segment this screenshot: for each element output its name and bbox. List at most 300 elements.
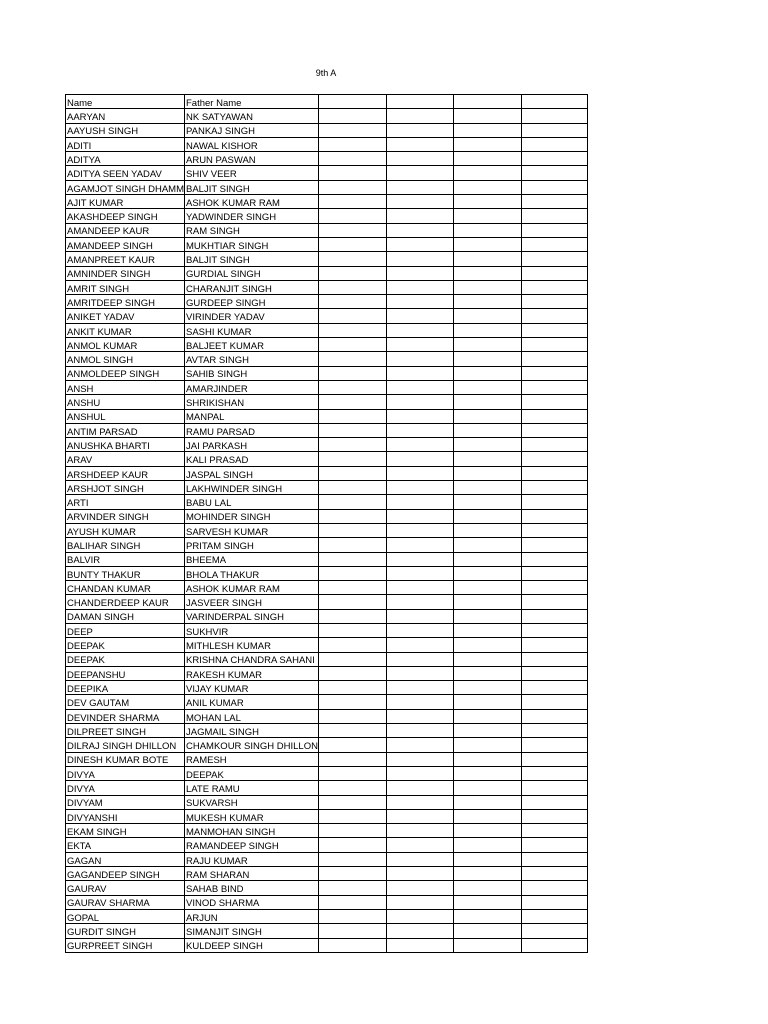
father-name-cell: AMARJINDER bbox=[185, 380, 319, 394]
father-name-cell: SUKVARSH bbox=[185, 795, 319, 809]
empty-cell bbox=[453, 380, 521, 394]
empty-cell bbox=[386, 752, 453, 766]
student-name-cell: ANMOL SINGH bbox=[66, 352, 185, 366]
empty-cell bbox=[386, 652, 453, 666]
empty-cell bbox=[386, 867, 453, 881]
empty-cell bbox=[453, 395, 521, 409]
empty-cell bbox=[453, 252, 521, 266]
empty-cell bbox=[318, 752, 386, 766]
table-row bbox=[66, 538, 588, 552]
empty-cell bbox=[318, 137, 386, 151]
table-row bbox=[66, 180, 588, 194]
empty-cell bbox=[318, 466, 386, 480]
empty-cell bbox=[318, 881, 386, 895]
father-name-cell: ARUN PASWAN bbox=[185, 152, 319, 166]
father-name-cell: JASPAL SINGH bbox=[185, 466, 319, 480]
table-row bbox=[66, 938, 588, 952]
student-name-cell: ANUSHKA BHARTI bbox=[66, 438, 185, 452]
empty-cell bbox=[453, 666, 521, 680]
father-name-cell: NAWAL KISHOR bbox=[185, 137, 319, 151]
table-row bbox=[66, 824, 588, 838]
father-name-cell: KALI PRASAD bbox=[185, 452, 319, 466]
empty-cell bbox=[386, 481, 453, 495]
father-name-cell: RAM SINGH bbox=[185, 223, 319, 237]
student-name-cell: AKASHDEEP SINGH bbox=[66, 209, 185, 223]
empty-cell bbox=[521, 795, 587, 809]
empty-cell bbox=[453, 137, 521, 151]
table-row bbox=[66, 652, 588, 666]
empty-cell bbox=[318, 623, 386, 637]
empty-cell bbox=[386, 766, 453, 780]
empty-cell bbox=[521, 366, 587, 380]
father-name-cell: PRITAM SINGH bbox=[185, 538, 319, 552]
table-row bbox=[66, 109, 588, 123]
father-name-cell: JASVEER SINGH bbox=[185, 595, 319, 609]
empty-cell bbox=[453, 781, 521, 795]
father-name-cell: RAMU PARSAD bbox=[185, 423, 319, 437]
father-name-cell: SHRIKISHAN bbox=[185, 395, 319, 409]
empty-cell bbox=[453, 409, 521, 423]
empty-cell bbox=[453, 938, 521, 952]
empty-cell bbox=[521, 724, 587, 738]
student-name-cell: AMNINDER SINGH bbox=[66, 266, 185, 280]
father-name-cell: MOHINDER SINGH bbox=[185, 509, 319, 523]
empty-cell bbox=[453, 495, 521, 509]
empty-cell bbox=[318, 509, 386, 523]
student-name-cell: GAURAV SHARMA bbox=[66, 895, 185, 909]
empty-cell bbox=[453, 195, 521, 209]
table-row bbox=[66, 638, 588, 652]
empty-cell bbox=[386, 695, 453, 709]
empty-cell bbox=[318, 566, 386, 580]
father-name-cell: GURDIAL SINGH bbox=[185, 266, 319, 280]
empty-cell bbox=[386, 366, 453, 380]
table-row bbox=[66, 280, 588, 294]
student-name-cell: BUNTY THAKUR bbox=[66, 566, 185, 580]
student-name-cell: CHANDAN KUMAR bbox=[66, 581, 185, 595]
empty-cell bbox=[521, 867, 587, 881]
student-name-cell: AMRITDEEP SINGH bbox=[66, 295, 185, 309]
empty-cell bbox=[386, 223, 453, 237]
empty-cell bbox=[453, 809, 521, 823]
empty-cell bbox=[318, 909, 386, 923]
table-row bbox=[66, 581, 588, 595]
table-row bbox=[66, 137, 588, 151]
empty-cell bbox=[453, 481, 521, 495]
empty-cell bbox=[521, 738, 587, 752]
student-name-cell: AJIT KUMAR bbox=[66, 195, 185, 209]
student-table bbox=[65, 94, 588, 953]
empty-cell bbox=[318, 423, 386, 437]
table-row bbox=[66, 266, 588, 280]
table-row bbox=[66, 366, 588, 380]
empty-cell bbox=[318, 724, 386, 738]
table-row bbox=[66, 681, 588, 695]
table-row bbox=[66, 709, 588, 723]
student-name-cell: DAMAN SINGH bbox=[66, 609, 185, 623]
empty-cell bbox=[521, 166, 587, 180]
table-row bbox=[66, 395, 588, 409]
table-row bbox=[66, 409, 588, 423]
table-row bbox=[66, 123, 588, 137]
empty-cell bbox=[453, 566, 521, 580]
empty-cell bbox=[453, 538, 521, 552]
student-name-cell: ANKIT KUMAR bbox=[66, 323, 185, 337]
student-name-cell: AARYAN bbox=[66, 109, 185, 123]
empty-cell bbox=[453, 867, 521, 881]
student-name-cell: ANTIM PARSAD bbox=[66, 423, 185, 437]
empty-cell bbox=[453, 352, 521, 366]
student-name-cell: AMANPREET KAUR bbox=[66, 252, 185, 266]
empty-cell bbox=[318, 895, 386, 909]
empty-cell bbox=[453, 852, 521, 866]
empty-cell bbox=[453, 152, 521, 166]
student-name-cell: ARVINDER SINGH bbox=[66, 509, 185, 523]
empty-cell bbox=[521, 523, 587, 537]
empty-cell bbox=[318, 295, 386, 309]
empty-cell bbox=[386, 395, 453, 409]
table-row bbox=[66, 595, 588, 609]
empty-cell bbox=[453, 509, 521, 523]
father-name-cell: GURDEEP SINGH bbox=[185, 295, 319, 309]
father-name-cell: CHAMKOUR SINGH DHILLON bbox=[185, 738, 319, 752]
father-name-cell: MUKHTIAR SINGH bbox=[185, 237, 319, 251]
empty-cell bbox=[386, 623, 453, 637]
empty-cell bbox=[386, 824, 453, 838]
empty-cell bbox=[453, 724, 521, 738]
father-name-cell: RAM SHARAN bbox=[185, 867, 319, 881]
father-name-cell: SIMANJIT SINGH bbox=[185, 924, 319, 938]
empty-cell bbox=[521, 95, 587, 109]
father-name-cell: ASHOK KUMAR RAM bbox=[185, 195, 319, 209]
empty-cell bbox=[521, 709, 587, 723]
empty-cell bbox=[386, 881, 453, 895]
empty-cell bbox=[318, 409, 386, 423]
table-row bbox=[66, 881, 588, 895]
student-name-cell: GAGANDEEP SINGH bbox=[66, 867, 185, 881]
table-row bbox=[66, 309, 588, 323]
father-name-cell: SASHI KUMAR bbox=[185, 323, 319, 337]
father-name-cell: VINOD SHARMA bbox=[185, 895, 319, 909]
empty-cell bbox=[521, 338, 587, 352]
student-name-cell: DILPREET SINGH bbox=[66, 724, 185, 738]
empty-cell bbox=[386, 309, 453, 323]
table-row bbox=[66, 566, 588, 580]
empty-cell bbox=[453, 438, 521, 452]
student-name-cell: ANIKET YADAV bbox=[66, 309, 185, 323]
student-name-cell: CHANDERDEEP KAUR bbox=[66, 595, 185, 609]
empty-cell bbox=[453, 95, 521, 109]
empty-cell bbox=[318, 738, 386, 752]
empty-cell bbox=[453, 123, 521, 137]
empty-cell bbox=[521, 266, 587, 280]
empty-cell bbox=[318, 924, 386, 938]
empty-cell bbox=[386, 466, 453, 480]
table-row bbox=[66, 838, 588, 852]
empty-cell bbox=[521, 152, 587, 166]
table-row bbox=[66, 166, 588, 180]
table-row bbox=[66, 423, 588, 437]
table-row bbox=[66, 523, 588, 537]
empty-cell bbox=[318, 452, 386, 466]
empty-cell bbox=[521, 180, 587, 194]
empty-cell bbox=[386, 380, 453, 394]
empty-cell bbox=[521, 409, 587, 423]
father-name-cell: JAGMAIL SINGH bbox=[185, 724, 319, 738]
empty-cell bbox=[386, 852, 453, 866]
empty-cell bbox=[386, 295, 453, 309]
empty-cell bbox=[386, 838, 453, 852]
student-name-cell: ANSH bbox=[66, 380, 185, 394]
empty-cell bbox=[521, 137, 587, 151]
empty-cell bbox=[453, 595, 521, 609]
student-name-cell: DEEPAK bbox=[66, 638, 185, 652]
empty-cell bbox=[318, 109, 386, 123]
father-name-cell: KULDEEP SINGH bbox=[185, 938, 319, 952]
empty-cell bbox=[318, 309, 386, 323]
empty-cell bbox=[453, 652, 521, 666]
student-name-cell: AGAMJOT SINGH DHAMM bbox=[66, 180, 185, 194]
empty-cell bbox=[453, 237, 521, 251]
father-name-cell: RAKESH KUMAR bbox=[185, 666, 319, 680]
empty-cell bbox=[521, 223, 587, 237]
student-name-cell: AMRIT SINGH bbox=[66, 280, 185, 294]
empty-cell bbox=[521, 552, 587, 566]
empty-cell bbox=[521, 909, 587, 923]
father-name-cell: SHIV VEER bbox=[185, 166, 319, 180]
empty-cell bbox=[521, 209, 587, 223]
student-name-cell: DILRAJ SINGH DHILLON bbox=[66, 738, 185, 752]
page-title: 9th A bbox=[315, 68, 337, 78]
empty-cell bbox=[386, 137, 453, 151]
empty-cell bbox=[318, 766, 386, 780]
empty-cell bbox=[453, 109, 521, 123]
empty-cell bbox=[521, 123, 587, 137]
student-name-cell: AMANDEEP KAUR bbox=[66, 223, 185, 237]
empty-cell bbox=[521, 638, 587, 652]
empty-cell bbox=[386, 180, 453, 194]
table-row bbox=[66, 666, 588, 680]
student-name-cell: ADITYA bbox=[66, 152, 185, 166]
empty-cell bbox=[386, 452, 453, 466]
empty-cell bbox=[386, 895, 453, 909]
empty-cell bbox=[521, 752, 587, 766]
student-name-cell: DEEPANSHU bbox=[66, 666, 185, 680]
empty-cell bbox=[453, 795, 521, 809]
father-name-cell: AVTAR SINGH bbox=[185, 352, 319, 366]
empty-cell bbox=[453, 609, 521, 623]
empty-cell bbox=[453, 638, 521, 652]
empty-cell bbox=[318, 495, 386, 509]
empty-cell bbox=[318, 852, 386, 866]
empty-cell bbox=[453, 924, 521, 938]
empty-cell bbox=[318, 824, 386, 838]
student-name-cell: ANSHU bbox=[66, 395, 185, 409]
empty-cell bbox=[318, 809, 386, 823]
empty-cell bbox=[521, 466, 587, 480]
empty-cell bbox=[453, 423, 521, 437]
empty-cell bbox=[521, 452, 587, 466]
father-name-cell: PANKAJ SINGH bbox=[185, 123, 319, 137]
empty-cell bbox=[521, 323, 587, 337]
empty-cell bbox=[521, 938, 587, 952]
empty-cell bbox=[386, 495, 453, 509]
table-row bbox=[66, 252, 588, 266]
empty-cell bbox=[318, 552, 386, 566]
empty-cell bbox=[453, 180, 521, 194]
father-name-cell: LAKHWINDER SINGH bbox=[185, 481, 319, 495]
empty-cell bbox=[318, 123, 386, 137]
empty-cell bbox=[386, 724, 453, 738]
father-name-cell: VARINDERPAL SINGH bbox=[185, 609, 319, 623]
empty-cell bbox=[521, 495, 587, 509]
student-name-cell: ARSHJOT SINGH bbox=[66, 481, 185, 495]
empty-cell bbox=[386, 552, 453, 566]
empty-cell bbox=[453, 681, 521, 695]
empty-cell bbox=[521, 423, 587, 437]
father-name-cell: RAJU KUMAR bbox=[185, 852, 319, 866]
empty-cell bbox=[318, 609, 386, 623]
table-row bbox=[66, 781, 588, 795]
student-name-cell: ANMOL KUMAR bbox=[66, 338, 185, 352]
empty-cell bbox=[318, 938, 386, 952]
empty-cell bbox=[521, 652, 587, 666]
empty-cell bbox=[386, 409, 453, 423]
empty-cell bbox=[453, 209, 521, 223]
student-name-cell: AAYUSH SINGH bbox=[66, 123, 185, 137]
father-name-cell: VIJAY KUMAR bbox=[185, 681, 319, 695]
father-name-cell: RAMESH bbox=[185, 752, 319, 766]
empty-cell bbox=[453, 266, 521, 280]
empty-cell bbox=[453, 695, 521, 709]
empty-cell bbox=[318, 781, 386, 795]
empty-cell bbox=[521, 438, 587, 452]
table-row bbox=[66, 623, 588, 637]
name-header: Name bbox=[66, 95, 185, 109]
father-name-cell: BHEEMA bbox=[185, 552, 319, 566]
father-name-cell: YADWINDER SINGH bbox=[185, 209, 319, 223]
empty-cell bbox=[521, 781, 587, 795]
empty-cell bbox=[318, 795, 386, 809]
father-name-cell: JAI PARKASH bbox=[185, 438, 319, 452]
empty-cell bbox=[453, 166, 521, 180]
empty-cell bbox=[521, 566, 587, 580]
empty-cell bbox=[386, 609, 453, 623]
father-name-cell: MOHAN LAL bbox=[185, 709, 319, 723]
father-name-cell: VIRINDER YADAV bbox=[185, 309, 319, 323]
student-name-cell: AMANDEEP SINGH bbox=[66, 237, 185, 251]
table-row bbox=[66, 295, 588, 309]
student-name-cell: DEEPIKA bbox=[66, 681, 185, 695]
empty-cell bbox=[521, 581, 587, 595]
table-row bbox=[66, 352, 588, 366]
student-name-cell: GURPREET SINGH bbox=[66, 938, 185, 952]
empty-cell bbox=[318, 252, 386, 266]
student-name-cell: BALVIR bbox=[66, 552, 185, 566]
empty-cell bbox=[453, 223, 521, 237]
empty-cell bbox=[386, 924, 453, 938]
empty-cell bbox=[521, 852, 587, 866]
empty-cell bbox=[453, 752, 521, 766]
empty-cell bbox=[386, 323, 453, 337]
empty-cell bbox=[318, 695, 386, 709]
empty-cell bbox=[318, 223, 386, 237]
empty-cell bbox=[386, 538, 453, 552]
table-row bbox=[66, 809, 588, 823]
empty-cell bbox=[318, 438, 386, 452]
student-name-cell: ANSHUL bbox=[66, 409, 185, 423]
empty-cell bbox=[386, 638, 453, 652]
empty-cell bbox=[453, 295, 521, 309]
table-row bbox=[66, 509, 588, 523]
table-row bbox=[66, 795, 588, 809]
table-row bbox=[66, 867, 588, 881]
father-name-cell: MANMOHAN SINGH bbox=[185, 824, 319, 838]
empty-cell bbox=[318, 152, 386, 166]
empty-cell bbox=[453, 452, 521, 466]
empty-cell bbox=[318, 652, 386, 666]
empty-cell bbox=[521, 695, 587, 709]
student-name-cell: DEEP bbox=[66, 623, 185, 637]
empty-cell bbox=[386, 681, 453, 695]
empty-cell bbox=[521, 681, 587, 695]
table-row bbox=[66, 237, 588, 251]
table-row bbox=[66, 338, 588, 352]
empty-cell bbox=[521, 352, 587, 366]
empty-cell bbox=[521, 609, 587, 623]
empty-cell bbox=[318, 681, 386, 695]
empty-cell bbox=[521, 595, 587, 609]
empty-cell bbox=[318, 523, 386, 537]
empty-cell bbox=[521, 509, 587, 523]
father-name-cell: SAHIB SINGH bbox=[185, 366, 319, 380]
empty-cell bbox=[386, 738, 453, 752]
student-name-cell: DIVYA bbox=[66, 781, 185, 795]
empty-cell bbox=[521, 824, 587, 838]
empty-cell bbox=[386, 95, 453, 109]
empty-cell bbox=[453, 766, 521, 780]
empty-cell bbox=[318, 366, 386, 380]
empty-cell bbox=[521, 237, 587, 251]
table-row bbox=[66, 438, 588, 452]
father-name-cell: SARVESH KUMAR bbox=[185, 523, 319, 537]
father-name-cell: BALJIT SINGH bbox=[185, 180, 319, 194]
empty-cell bbox=[453, 909, 521, 923]
table-row bbox=[66, 924, 588, 938]
father-name-cell: BALJIT SINGH bbox=[185, 252, 319, 266]
empty-cell bbox=[386, 795, 453, 809]
father-name-cell: NK SATYAWAN bbox=[185, 109, 319, 123]
father-name-cell: MUKESH KUMAR bbox=[185, 809, 319, 823]
empty-cell bbox=[521, 881, 587, 895]
empty-cell bbox=[386, 509, 453, 523]
table-row bbox=[66, 752, 588, 766]
table-row bbox=[66, 481, 588, 495]
empty-cell bbox=[318, 595, 386, 609]
empty-cell bbox=[386, 438, 453, 452]
empty-cell bbox=[453, 280, 521, 294]
empty-cell bbox=[386, 595, 453, 609]
empty-cell bbox=[318, 838, 386, 852]
student-name-cell: DIVYA bbox=[66, 766, 185, 780]
empty-cell bbox=[453, 366, 521, 380]
father-name-cell: SUKHVIR bbox=[185, 623, 319, 637]
empty-cell bbox=[453, 338, 521, 352]
father-name-cell: MANPAL bbox=[185, 409, 319, 423]
father-name-cell: RAMANDEEP SINGH bbox=[185, 838, 319, 852]
empty-cell bbox=[453, 623, 521, 637]
student-name-cell: EKTA bbox=[66, 838, 185, 852]
